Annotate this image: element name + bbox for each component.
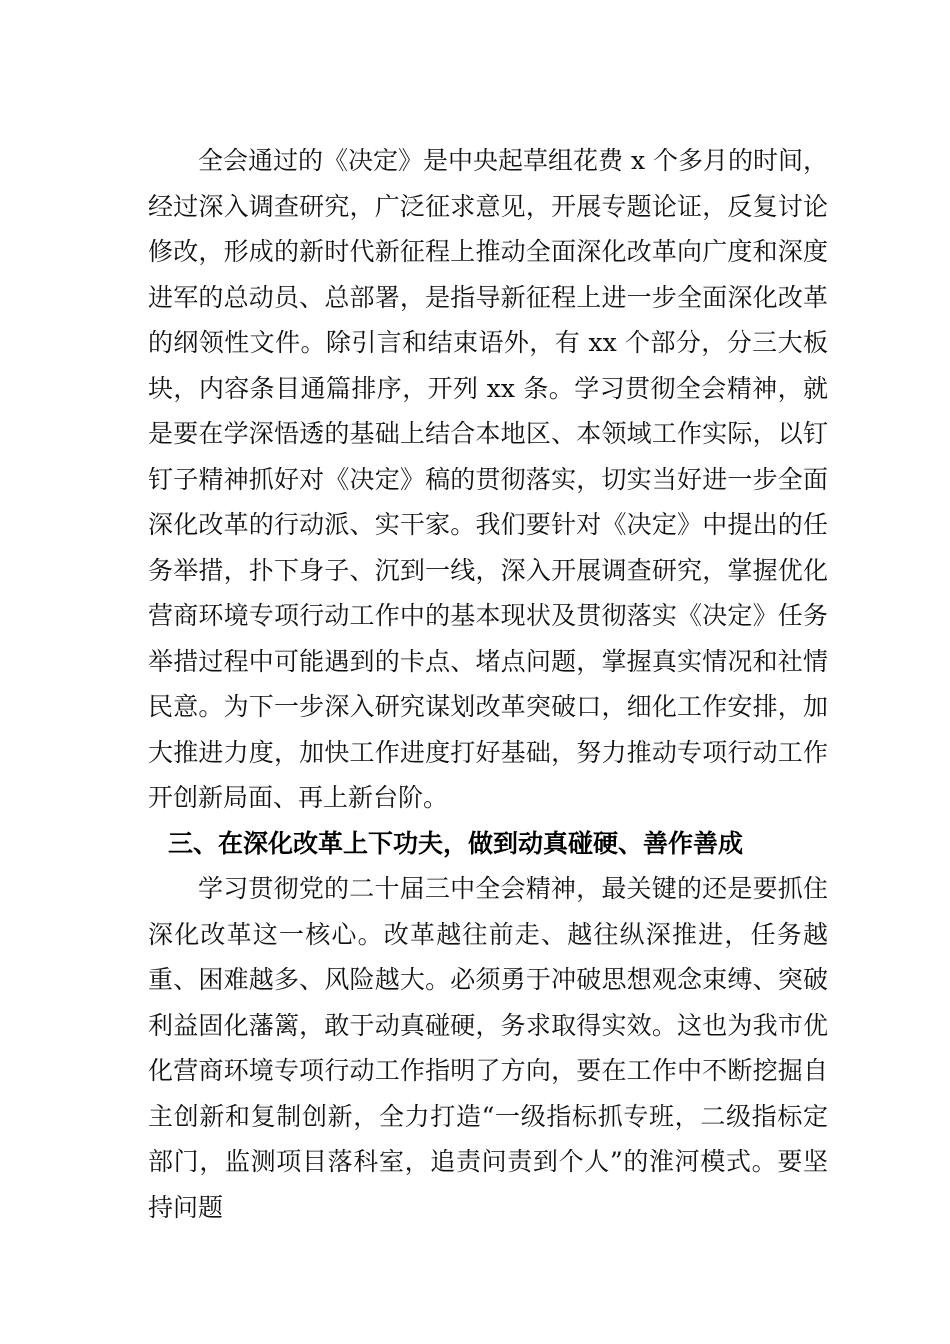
body-paragraph-2: 学习贯彻党的二十届三中全会精神，最关键的还是要抓住深化改革这一核心。改革越往前走、越往纵深推进，任务越重、困难越多、风险越大。必须勇于冲破思想观念束缚、突破利益固化藩篱，敢于动真碰硬，务求取得实效。这也为我市优化营商环境专项行动工作指明了方向，要在工作中不断挖掘自主创新和复制创新，全力打造“一级指标抓专班，二级指标定部门，监测项目落科室，追责问责到个人”的淮河模式。要坚持问题 bbox=[148, 874, 828, 1222]
document-body bbox=[148, 138, 828, 1230]
section-heading-3: 三、在深化改革上下功夫，做到动真碰硬、善作善成 bbox=[168, 828, 744, 858]
body-paragraph-1: 全会通过的《决定》是中央起草组花费 x 个多月的时间，经过深入调查研究，广泛征求意见，开展专题论证，反复讨论修改，形成的新时代新征程上推动全面深化改革向广度和深度进军的总动员、总部署，是指导新征程上进一步全面深化改革的纲领性文件。除引言和结束语外，有 xx 个部分，分三大板块，内容条目通篇排序，开列 xx 条。学习贯彻全会精神，就是要在学深悟透的基础上结合本地区、本领域工作实际，以钉钉子精神抓好对《决定》稿的贯彻落实，切实当好进一步全面深化改革的行动派、实干家。我们要针对《决定》中提出的任务举措，扑下身子、沉到一线，深入开展调查研究，掌握优化营商环境专项行动工作中的基本现状及贯彻落实《决定》任务举措过程中可能遇到的卡点、堵点问题，掌握真实情况和社情民意。为下一步深入研究谋划改革突破口，细化工作安排，加大推进力度，加快工作进度打好基础，努力推动专项行动工作开创新局面、再上新台阶。 bbox=[148, 146, 828, 812]
